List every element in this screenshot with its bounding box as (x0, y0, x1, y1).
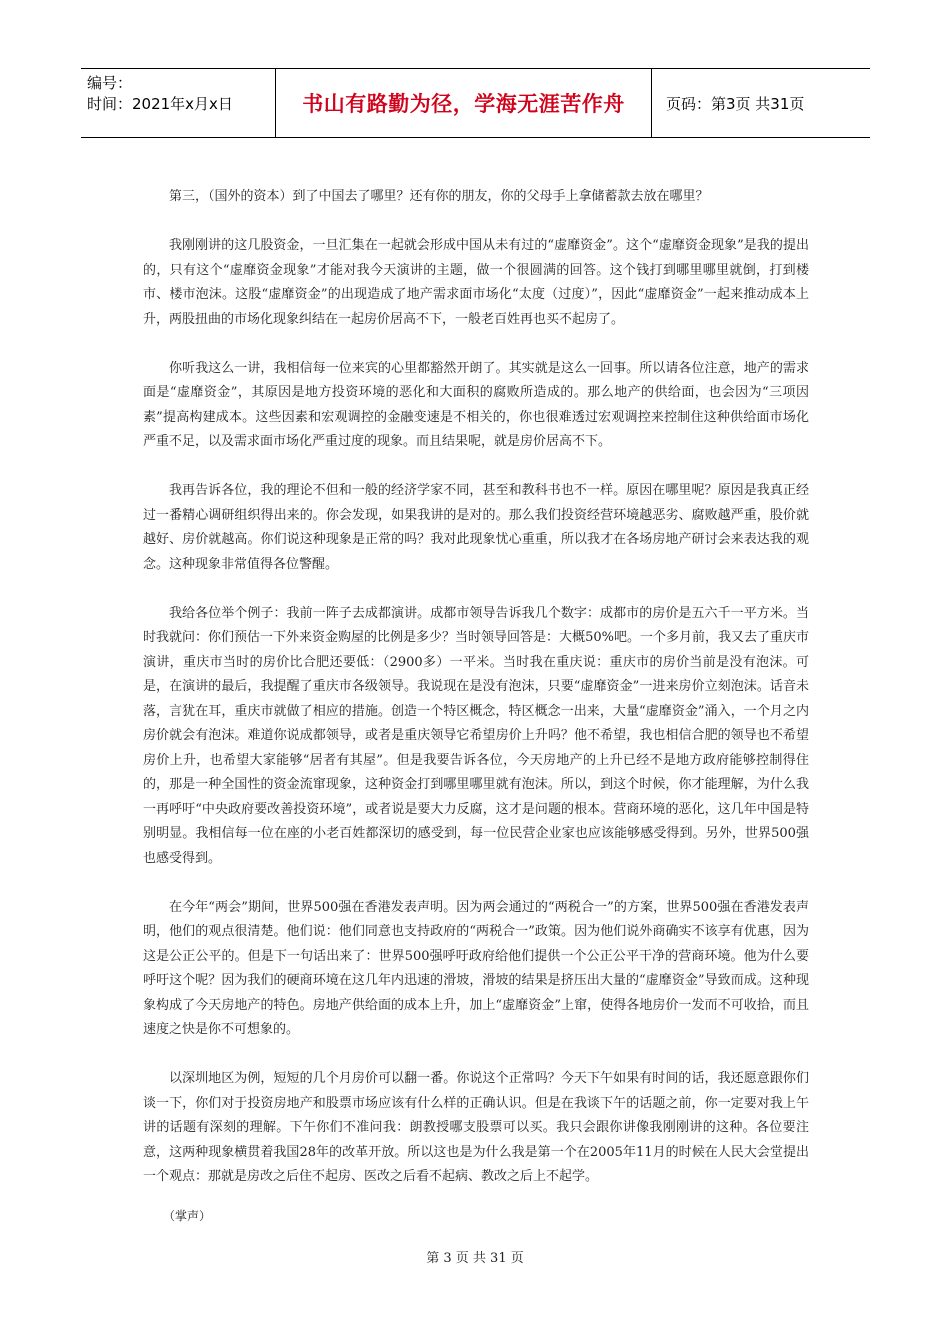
header-motto: 书山有路勤为径，学海无涯苦作舟 (276, 69, 652, 137)
paragraph: 我刚刚讲的这几股资金，一旦汇集在一起就会形成中国从未有过的“虚靡资金”。这个“虚靡资金现象”是我的提出的，只有这个“虚靡资金现象”才能对我今天演讲的主题，做一个很圆满的回答。这个钱打到哪里哪里就倒，打到楼市、楼市泡沫。这股“虚靡资金”的出现造成了地产需求面市场化“太度（过度）”，因此“虚靡资金”一起来推动成本上升，两股扭曲的市场化现象纠结在一起房价居高不下，一般老百姓再也买不起房了。 (143, 238, 809, 327)
paragraph: 我再告诉各位，我的理论不但和一般的经济学家不同，甚至和教科书也不一样。原因在哪里呢？原因是我真正经过一番精心调研组织得出来的。你会发现，如果我讲的是对的。那么我们投资经营环境越恶劣、腐败越严重，股价就越好、房价就越高。你们说这种现象是正常的吗？我对此现象忧心重重，所以我才在各场房地产研讨会来表达我的观念。这种现象非常值得各位警醒。 (143, 483, 809, 572)
page-header (81, 68, 870, 138)
paragraph: 在今年“两会”期间，世界500强在香港发表声明。因为两会通过的“两税合一”的方案，世界500强在香港发表声明，他们的观点很清楚。他们说：他们同意也支持政府的“两税合一”政策。因为他们说外商确实不该享有优惠，因为这是公正公平的。但是下一句话出来了：世界500强呼吁政府给他们提供一个公正公平干净的营商环境。他为什么要呼吁这个呢？因为我们的硬商环境在这几年内迅速的滑坡，滑坡的结果是挤压出大量的“虚靡资金”导致而成。这种现象构成了今天房地产的特色。房地产供给面的成本上升，加上“虚靡资金”上窜，使得各地房价一发而不可收拾，而且速度之快是你不可想象的。 (143, 899, 809, 1037)
document-number-label: 编号： (87, 74, 133, 92)
applause-note: （掌声） (163, 1209, 212, 1223)
paragraph: 以深圳地区为例，短短的几个月房价可以翻一番。你说这个正常吗？今天下午如果有时间的话，我还愿意跟你们谈一下，你们对于投资房地产和股票市场应该有什么样的正确认识。但是在我谈下午的话题之前，你一定要对我上午讲的话题有深刻的理解。下午你们不准问我：朗教授哪支股票可以买。我只会跟你讲像我刚刚讲的这种。各位要注意，这两种现象横贯着我国28年的改革开放。所以这也是为什么我是第一个在2005年11月的时候在人民大会堂提出一个观点：那就是房改之后住不起房、医改之后看不起病、教改之后上不起学。 (143, 1071, 809, 1184)
header-meta (81, 69, 276, 137)
header-page-info: 页码：第3页 共31页 (666, 94, 805, 113)
document-body (143, 185, 809, 1214)
paragraph: 我给各位举个例子：我前一阵子去成都演讲。成都市领导告诉我几个数字：成都市的房价是五六千一平方米。当时我就问：你们预估一下外来资金购屋的比例是多少？当时领导回答是：大概50%吧。一个多月前，我又去了重庆市演讲，重庆市当时的房价比合肥还要低：（2900多）一平米。当时我在重庆说：重庆市的房价当前是没有泡沫。可是，在演讲的最后，我提醒了重庆市各级领导。我说现在是没有泡沫，只要“虚靡资金”一进来房价立刻泡沫。话音未落，言犹在耳，重庆市就做了相应的措施。创造一个特区概念，特区概念一出来，大量“虚靡资金”涌入，一个月之内房价就会有泡沫。难道你说成都领导，或者是重庆领导它希望房价上升吗？他不希望，我也相信合肥的领导也不希望房价上升，也希望大家能够“居者有其屋”。但是我要告诉各位，今天房地产的上升已经不是地方政府能够控制得住的，那是一种全国性的资金流窜现象，这种资金打到哪里哪里就有泡沫。所以，到这个时候，你才能理解，为什么我一再呼吁“中央政府要改善投资环境”，或者说是要大力反腐，这才是问题的根本。营商环境的恶化，这几年中国是特别明显。我相信每一位在座的小老百姓都深切的感受到，每一位民营企业家也应该能够感受得到。另外，世界500强也感受得到。 (143, 605, 809, 866)
paragraph: 你听我这么一讲，我相信每一位来宾的心里都豁然开朗了。其实就是这么一回事。所以请各位注意，地产的需求面是“虚靡资金”，其原因是地方投资环境的恶化和大面积的腐败所造成的。那么地产的供给面，也会因为“三项因素”提高构建成本。这些因素和宏观调控的金融变速是不相关的，你也很难透过宏观调控来控制住这种供给面市场化严重不足，以及需求面市场化严重过度的现象。而且结果呢，就是房价居高不下。 (143, 360, 809, 449)
paragraph: 第三，（国外的资本）到了中国去了哪里？还有你的朋友，你的父母手上拿储蓄款去放在哪里？ (169, 189, 709, 204)
page-footer: 第 3 页 共 31 页 (426, 1251, 524, 1266)
document-date: 时间：2021年x月x日 (87, 95, 233, 113)
